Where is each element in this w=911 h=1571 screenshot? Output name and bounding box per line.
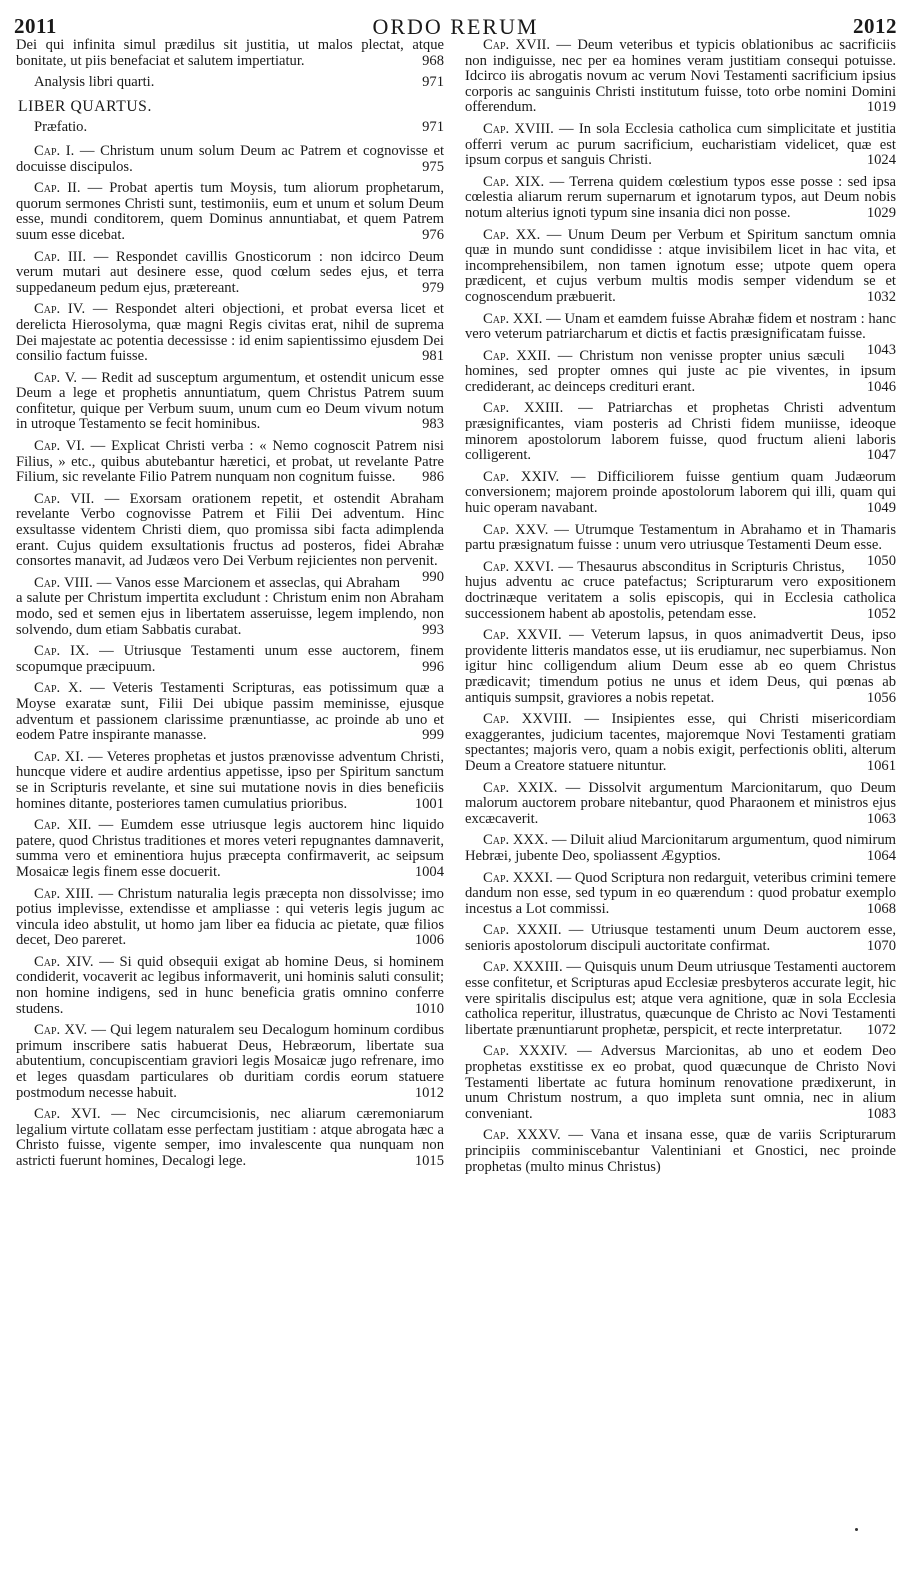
chapter-number: Cap. XXVI. bbox=[483, 558, 554, 575]
chapter-entry bbox=[465, 470, 896, 517]
chapter-page-ref: 1063 bbox=[866, 810, 896, 827]
chapter-number: Cap. XIX. bbox=[483, 173, 545, 190]
chapter-page-ref: 1068 bbox=[866, 900, 896, 917]
chapter-page-ref: 1072 bbox=[866, 1021, 896, 1038]
chapter-summary: — Redit ad susceptum argumentum, et ostendit unicum esse Deum a lege et prophetis annuntiatum, quem Christus Patrem suum confitetur, quique per Verbum suum, unum cum eo Deum vivum notum in utroque Testamento se fecit hominibus. bbox=[16, 369, 444, 433]
chapter-summary: — Respondet alteri objectioni, et probat eversa licet et derelicta Hierosolyma, quæ magni Regis civitas erat, nihil de suprema Dei majestate ac potentia decessisse : id enim sapientissimo ejusdem Dei consilio factum fuisse. bbox=[16, 301, 444, 365]
right-column bbox=[465, 38, 896, 1181]
chapter-page-ref: 1056 bbox=[866, 689, 896, 706]
chapter-number: Cap. VI. bbox=[34, 438, 85, 455]
running-title: ORDO RERUM bbox=[372, 14, 539, 39]
chapter-summary: — Qui legem naturalem seu Decalogum hominum cordibus primum inscribere satis habuerat Deus, Hebræorum, libertate sua abutentium, concupiscentiam graviori legis Mosaicæ jugo refrenare, imo et leges quasdam particulares ob duritiam cordis eorum statuere postmodum necesse habuit. bbox=[16, 1022, 444, 1101]
chapter-entry bbox=[16, 887, 444, 949]
chapter-summary: — Veterum lapsus, in quos animadvertit Deus, ipso providente litteris mandatos esse, ut iis erudiamur, nec superbiamus. Non igitur hinc colligendum alium Deum esse ab eo quem Christus prædicavit; timendum potius ne unus et idem Deus, qui pœnas ab antiquis sumpsit, graviores a nobis repetat. bbox=[465, 627, 896, 706]
chapter-page-ref: 1012 bbox=[414, 1084, 444, 1101]
chapter-entry bbox=[16, 439, 444, 486]
chapter-entry bbox=[465, 175, 896, 222]
chapter-entry bbox=[465, 401, 896, 463]
chapter-page-ref: 1032 bbox=[866, 288, 896, 305]
chapter-page-ref: 983 bbox=[422, 416, 444, 433]
chapter-entry bbox=[465, 349, 896, 396]
chapter-summary: — Vana et insana esse, quæ de variis Scripturarum principiis comminiscebantur Valentiniani et Gnostici, nec proinde prophetas (multo minus Christus) bbox=[465, 1127, 896, 1175]
chapter-page-ref: 993 bbox=[422, 621, 444, 638]
chapter-summary: — Vanos esse Marcionem et asseclas, qui Abraham a salute per Christum impertita excludunt : Christum enim non Abraham modo, sed et semen ejus in libertatem asseruisse, legem implendo, non solvendo, dum etiam Sabbatis curabat. bbox=[16, 574, 444, 638]
chapter-summary: — Christum unum solum Deum ac Patrem et cognovisse et docuisse discipulos. bbox=[16, 142, 444, 175]
chapter-page-ref: 976 bbox=[422, 226, 444, 243]
chapter-entry bbox=[465, 122, 896, 169]
page-mark bbox=[855, 1528, 858, 1531]
chapter-number: Cap. XXVIII. bbox=[483, 711, 572, 728]
chapter-page-ref: 990 bbox=[422, 568, 444, 585]
chapter-entry bbox=[465, 560, 896, 622]
chapter-summary: — Dissolvit argumentum Marcionitarum, quo Deum malorum auctorem probare nitebantur, quod Pharaonem et ministros ejus excæcaverit. bbox=[465, 779, 896, 827]
continued-entry bbox=[16, 38, 444, 69]
chapter-number: Cap. VII. bbox=[34, 490, 95, 507]
chapter-summary: — Insipientes esse, qui Christi misericordiam exaggerantes, judicium tacentes, majoremque Novi Testamenti gratiam spectantes; majoris vero, quam a nobis exigit, perfectionis obliti, alterum Deum a Creatore statuere nituntur. bbox=[465, 711, 896, 774]
chapter-entry bbox=[16, 818, 444, 880]
chapter-number: Cap. XXV. bbox=[483, 521, 549, 538]
continued-text: Dei qui infinita simul prædilus sit justitia, ut malos plectat, atque bonitate, ut piis benefaciat et salutem impertiatur. bbox=[16, 37, 444, 69]
chapter-summary: — In sola Ecclesia catholica cum simplicitate et justitia offerri verum ac purum sacrificium, eucharistiam videlicet, quæ est ipsum corpus et sanguis Christi. bbox=[465, 120, 896, 169]
chapter-page-ref: 1083 bbox=[866, 1105, 896, 1122]
chapter-number: Cap. XXIX. bbox=[483, 779, 558, 796]
chapter-page-ref: 1015 bbox=[414, 1153, 444, 1169]
chapter-number: Cap. XXIII. bbox=[483, 400, 564, 417]
chapter-summary: — Unam et eamdem fuisse Abrahæ fidem et nostram : hanc vero veterum patriarcharum et dictis et factis præsignificatam fuisse. bbox=[465, 310, 896, 343]
chapter-summary: — Christum non venisse propter unius sæculi homines, sed propter omnes qui juste ac pie viventes, in ipsum crediderant, ac deinceps credituri erant. bbox=[465, 347, 896, 395]
chapter-summary: — Explicat Christi verba : « Nemo cognoscit Patrem nisi Filius, » etc., quibus abutebantur hæretici, et probat, ut revelante Patre Filium, sic revelante Filio Patrem nunquam non cognitum fuisse. bbox=[16, 438, 444, 486]
chapter-page-ref: 979 bbox=[422, 279, 444, 296]
chapter-entry bbox=[16, 1107, 444, 1169]
chapter-summary: — Deum veteribus et typicis oblationibus ac sacrificiis non indiguisse, nec per ea homines veram justitiam consequi potuisse. Idcirco iis abrogatis novum ac verum Novi Testamenti sacrificium ipsius corporis ac sanguinis Christi institutum fuisse, toto orbe nomini Domini offerendum. bbox=[465, 37, 896, 116]
chapter-number: Cap. I. bbox=[34, 142, 75, 159]
chapter-summary: — Nec circumcisionis, nec aliarum cæremoniarum legalium virtute collatam esse perfectam justitiam : atque abrogata hæc a Christo fuisse, vigente semper, imo invalescente qua nunquam non astricti fuerunt homines, Decalogi lege. bbox=[16, 1106, 444, 1169]
chapter-number: Cap. X. bbox=[34, 680, 83, 697]
chapter-number: Cap. XV. bbox=[34, 1022, 88, 1039]
praefatio-line bbox=[16, 120, 444, 136]
chapter-summary: — Exorsam orationem repetit, et ostendit Abraham revelante Verbo cognovisse Patrem et Filii Dei adventum. Hinc exsultasse videntem Christi diem, quo promissa sibi facta adimplenda erant. Cujus quidem exsultationis fructus ad posteros, fidei Abrahæ consortes manavit, ad Judæos vero Dei Verbum rejicientes non pervenit. bbox=[16, 490, 444, 570]
left-column bbox=[16, 38, 444, 1176]
chapter-summary: — Veteris Testamenti Scripturas, eas potissimum quæ a Moyse exaratæ sunt, Filii Dei ubique passim meminisse, ejusque adventum et passionem clarissime prænuntiasse, ac proinde ab uno et eodem Patre inspirante manasse. bbox=[16, 680, 444, 744]
chapter-number: Cap. XXX. bbox=[483, 832, 549, 849]
praefatio-text: Præfatio. bbox=[34, 119, 88, 136]
chapter-number: Cap. XII. bbox=[34, 817, 92, 834]
chapter-entry bbox=[16, 371, 444, 433]
chapter-number: Cap. XXXIII. bbox=[483, 959, 563, 976]
chapter-summary: — Terrena quidem cœlestium typos esse posse : sed ipsa cœlestia aliarum rerum supernarum et ignotarum typos, aut Deum nobis notum alterius ignoti typum sine insania dici non posse. bbox=[465, 173, 896, 221]
chapter-number: Cap. XXXI. bbox=[483, 869, 553, 886]
chapter-entry bbox=[16, 681, 444, 743]
chapter-summary: — Utrumque Testamentum in Abrahamo et in Thamaris partu præsignatum fuisse : unum vero utriusque Testamenti Deum esse. bbox=[465, 521, 897, 554]
chapter-entry bbox=[465, 1044, 896, 1122]
page-number-left: 2011 bbox=[14, 14, 57, 38]
analysis-text: Analysis libri quarti. bbox=[34, 74, 155, 91]
analysis-page-ref: 971 bbox=[422, 74, 444, 91]
chapter-number: Cap. XVI. bbox=[34, 1106, 101, 1123]
chapter-page-ref: 1019 bbox=[866, 99, 896, 116]
chapter-page-ref: 1001 bbox=[414, 795, 444, 812]
chapter-entry bbox=[465, 923, 896, 954]
page-number-right: 2012 bbox=[853, 14, 897, 38]
chapter-summary: — Eumdem esse utriusque legis auctorem hinc liquido patere, quod Christus traditiones et mores veteri repugnantes damnaverit, summa vero et eminentiora hujus præcepta confirmaverit, ac seipsum Mosaicæ legis finem esse docuerit. bbox=[16, 817, 444, 880]
chapter-entry bbox=[465, 960, 896, 1038]
chapter-page-ref: 1061 bbox=[866, 757, 896, 774]
chapter-summary: — Veteres prophetas et justos prænovisse adventum Christi, huncque videre et audire ardentius appetisse, ipso per Spiritum sanctum se in Scripturis revelante, et sine sui mutatione novis in dies beneficiis homines ditante, posteriores tamen cumulatius prioribus. bbox=[16, 748, 444, 812]
chapter-summary: — Unum Deum per Verbum et Spiritum sanctum omnia quæ in mundo sunt condidisse : atque invisibilem licet in hac vita, et incomprehensibilem, non tamen ignotum esse; utpote quem opera prædicent, et cujus verbum multis modis semper videndum se et cognoscendum præbuerit. bbox=[465, 226, 897, 305]
chapter-page-ref: 1049 bbox=[866, 500, 896, 517]
analysis-line bbox=[16, 75, 444, 91]
chapter-entry bbox=[16, 181, 444, 243]
chapter-summary: — Respondet cavillis Gnosticorum : non idcirco Deum verum mutari aut desinere esse, quod cœlum sedes ejus, et terra suppedaneum pedum ejus, præterеant. bbox=[16, 248, 444, 296]
chapter-entry bbox=[16, 250, 444, 297]
chapter-page-ref: 1050 bbox=[866, 552, 896, 569]
chapter-entry bbox=[465, 628, 896, 706]
chapter-entry bbox=[465, 228, 896, 306]
chapter-number: Cap. VIII. bbox=[34, 574, 93, 591]
chapter-entry bbox=[465, 712, 896, 774]
chapter-number: Cap. XXII. bbox=[483, 347, 551, 364]
chapter-page-ref: 999 bbox=[422, 727, 444, 744]
chapter-entry bbox=[16, 1023, 444, 1101]
continued-page-ref: 968 bbox=[422, 52, 444, 69]
chapter-page-ref: 975 bbox=[422, 158, 444, 175]
chapter-summary: — Diluit aliud Marcionitarum argumentum, quod nimirum Hebræi, jubente Deo, spoliassent Ægyptios. bbox=[465, 832, 896, 864]
chapter-page-ref: 1006 bbox=[414, 932, 444, 949]
chapter-number: Cap. IX. bbox=[34, 643, 90, 660]
chapter-number: Cap. II. bbox=[34, 180, 81, 197]
chapter-number: Cap. XI. bbox=[34, 748, 84, 765]
chapter-entry bbox=[465, 833, 896, 864]
chapter-page-ref: 1046 bbox=[866, 378, 896, 395]
chapter-number: Cap. III. bbox=[34, 248, 87, 265]
chapter-page-ref: 1052 bbox=[866, 605, 896, 622]
chapter-summary: — Si quid obsequii exigat ab homine Deus, si hominem condiderit, vocaverit ac legibus informaverit, uni hominis saluti consulit; non homine indigens, sed in hunc beneficia gratis omnino conferre studens. bbox=[16, 953, 444, 1017]
chapter-number: Cap. IV. bbox=[34, 301, 86, 318]
chapter-entry bbox=[465, 1128, 896, 1175]
chapter-number: Cap. XVII. bbox=[483, 37, 550, 53]
book-heading: LIBER QUARTUS. bbox=[18, 97, 152, 115]
chapter-page-ref: 1070 bbox=[866, 937, 896, 954]
chapter-number: Cap. XIII. bbox=[34, 885, 94, 902]
chapter-page-ref: 1004 bbox=[414, 863, 444, 880]
chapter-entry bbox=[16, 644, 444, 675]
chapter-number: Cap. XXVII. bbox=[483, 627, 562, 644]
chapter-summary: — Utriusque Testamenti unum esse auctorem, finem scopumque præcipuum. bbox=[16, 643, 444, 675]
chapter-page-ref: 1024 bbox=[866, 152, 896, 169]
right-chapter-list bbox=[465, 38, 896, 1175]
left-chapter-list bbox=[16, 144, 444, 1170]
chapter-entry bbox=[465, 781, 896, 828]
chapter-number: Cap. XXXIV. bbox=[483, 1043, 568, 1060]
chapter-number: Cap. XX. bbox=[483, 226, 541, 243]
chapter-entry bbox=[16, 750, 444, 812]
chapter-page-ref: 1029 bbox=[866, 204, 896, 221]
chapter-page-ref: 1047 bbox=[866, 447, 896, 464]
chapter-number: Cap. XXIV. bbox=[483, 468, 560, 485]
chapter-number: Cap. V. bbox=[34, 369, 78, 386]
chapter-entry bbox=[465, 871, 896, 918]
chapter-summary: — Difficiliorem fuisse gentium quam Judæorum conversionem; majorem proinde apostolorum laborem qui illi, quam qui huic operam navabant. bbox=[465, 468, 896, 517]
chapter-summary: — Quisquis unum Deum utriusque Testamenti auctorem esse confitetur, et Scripturas apud Ecclesiæ presbyteros accurate legit, hic vere spiritalis discipulus est; atque vera agnitione, quæ in sola Ecclesia catholica reperitur, illustratus, quæcunque de Christo ac Novi Testamenti libertate prænuntiarunt prophetæ, perspicit, et recte interpretatur. bbox=[465, 959, 896, 1038]
chapter-entry bbox=[16, 302, 444, 364]
chapter-summary: — Christum naturalia legis præcepta non dissolvisse; imo potius implevisse, extendisse et ampliasse : qui veteris legis jugum ac vincula ideo abstulit, ut homo jam liber ea fiducia ac pietate, quæ filios decet, Deo pareret. bbox=[16, 885, 444, 949]
chapter-page-ref: 981 bbox=[422, 348, 444, 365]
chapter-summary: — Probat apertis tum Moysis, tum aliorum prophetarum, quorum sermones Christi sunt, testimoniis, eum et unum et solum Deum esse, mundi conditorem, quem Dominus annuntiabat, et quem Patrem suum esse dicebat. bbox=[16, 180, 444, 243]
chapter-entry bbox=[16, 144, 444, 175]
chapter-number: Cap. XXI. bbox=[483, 310, 543, 327]
chapter-summary: — Utriusque testamenti unum Deum auctorem esse, senioris apostolorum discipuli auctoritate confirmat. bbox=[465, 922, 896, 954]
chapter-entry bbox=[16, 955, 444, 1017]
chapter-number: Cap. XXXII. bbox=[483, 922, 562, 939]
chapter-summary: — Patriarchas et prophetas Christi adventum præsignificantes, viam posteris ad Christi fidem muniisse, ideoque minorem apostolorum laborem fuisse, quod fructum alieni laboris colligerent. bbox=[465, 400, 896, 464]
chapter-page-ref: 1043 bbox=[866, 341, 896, 358]
chapter-page-ref: 986 bbox=[422, 469, 444, 486]
chapter-number: Cap. XVIII. bbox=[483, 120, 554, 137]
chapter-page-ref: 996 bbox=[422, 658, 444, 675]
chapter-page-ref: 1064 bbox=[866, 847, 896, 864]
chapter-number: Cap. XXXV. bbox=[483, 1127, 561, 1144]
chapter-page-ref: 1010 bbox=[414, 1000, 444, 1017]
chapter-entry bbox=[465, 38, 896, 116]
chapter-summary: — Adversus Marcionitas, ab uno et eodem Deo prophetas exstitisse ex eo probat, quod quæcunque de Christo Novi Testamenti libertate ac futura hominum renovatione prædixerunt, in unum Christum nostrum, a quo impleta sunt omnia, nec in alium conveniant. bbox=[465, 1043, 896, 1122]
praefatio-page-ref: 971 bbox=[422, 119, 444, 136]
chapter-entry bbox=[16, 576, 444, 638]
chapter-summary: — Thesaurus absconditus in Scripturis Christus, hujus adventu ac cruce patefactus; Scripturarum vero expositionem doctrinæque veritatem a solis episcopis, qui in Ecclesia catholica successionem habent ab apostolis, petendam esse. bbox=[465, 558, 896, 622]
chapter-number: Cap. XIV. bbox=[34, 953, 94, 970]
chapter-summary: — Quod Scriptura non redarguit, veteribus crimini temere dandum non esse, sed typum in eo quærendum : quod probatur exemplo incestus a Lot commissi. bbox=[465, 869, 896, 917]
